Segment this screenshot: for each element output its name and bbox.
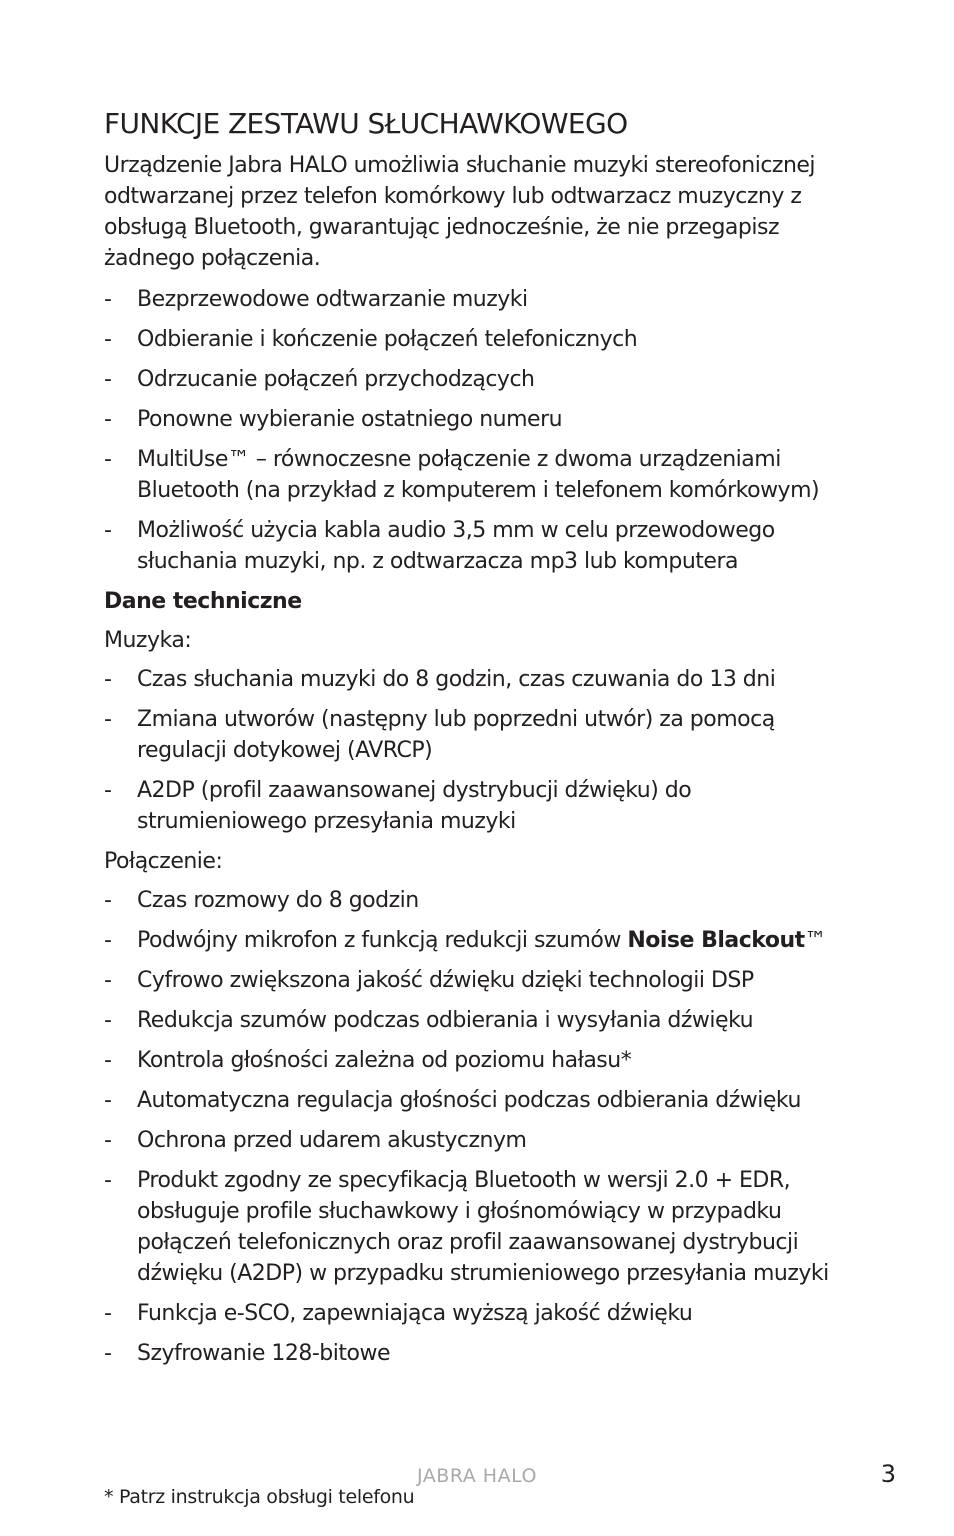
list-item (104, 664, 864, 695)
trademark-symbol: ™ (804, 928, 827, 953)
bullet-dash: - (104, 707, 112, 732)
list-item-text: Cyfrowo zwiększona jakość dźwięku dzięki technologii DSP (137, 968, 754, 993)
list-item-text: Czas słuchania muzyki do 8 godzin, czas czuwania do 13 dni (137, 667, 776, 692)
list-item (104, 1085, 864, 1116)
list-item (104, 1165, 864, 1289)
bullet-dash: - (104, 1088, 112, 1113)
music-specs-list (104, 664, 864, 837)
list-item-text: Produkt zgodny ze specyfikacją Bluetooth w wersji 2.0 + EDR, obsługuje profile słuchawkowy i głośnomówiący w przypadku połączeń telefonicznych oraz profil zaawansowanej dystrybucji dźwięku (A2DP) w przypadku strumieniowego przesyłania muzyki (137, 1168, 829, 1286)
bullet-dash: - (104, 968, 112, 993)
bullet-dash: - (104, 778, 112, 803)
list-item-text: Bezprzewodowe odtwarzanie muzyki (137, 287, 528, 312)
bullet-dash: - (104, 1048, 112, 1073)
list-item-text: MultiUse™ – równoczesne połączenie z dwoma urządzeniami Bluetooth (na przykład z komputerem i telefonem komórkowym) (137, 447, 820, 503)
bullet-dash: - (104, 287, 112, 312)
bullet-dash: - (104, 327, 112, 352)
page-content (104, 106, 864, 1378)
features-list (104, 284, 864, 577)
list-item-text: Szyfrowanie 128-bitowe (137, 1341, 390, 1366)
list-item (104, 515, 864, 577)
footnote: * Patrz instrukcja obsługi telefonu (104, 1486, 415, 1508)
music-label: Muzyka: (104, 628, 192, 653)
list-item-text: Czas rozmowy do 8 godzin (137, 888, 419, 913)
list-item (104, 284, 864, 315)
list-item-text: Odbieranie i kończenie połączeń telefonicznych (137, 327, 638, 352)
bullet-dash: - (104, 518, 112, 543)
bullet-dash: - (104, 407, 112, 432)
bullet-dash: - (104, 1168, 112, 1193)
noise-blackout-brand: Noise Blackout (627, 928, 805, 953)
list-item-text: Odrzucanie połączeń przychodzących (137, 367, 535, 392)
bullet-dash: - (104, 447, 112, 472)
list-item-text: Funkcja e-SCO, zapewniająca wyższą jakość dźwięku (137, 1301, 693, 1326)
list-item (104, 324, 864, 355)
list-item-text: Ochrona przed udarem akustycznym (137, 1128, 527, 1153)
list-item (104, 1045, 864, 1076)
list-item-text: Możliwość użycia kabla audio 3,5 mm w celu przewodowego słuchania muzyki, np. z odtwarzacza mp3 lub komputera (137, 518, 775, 574)
list-item (104, 965, 864, 996)
bullet-dash: - (104, 1301, 112, 1326)
page-number: 3 (880, 1460, 896, 1488)
list-item (104, 704, 864, 766)
bullet-dash: - (104, 888, 112, 913)
list-item-text: Automatyczna regulacja głośności podczas odbierania dźwięku (137, 1088, 801, 1113)
list-item-text: Kontrola głośności zależna od poziomu hałasu* (137, 1048, 632, 1073)
list-item-text: Zmiana utworów (następny lub poprzedni utwór) za pomocą regulacji dotykowej (AVRCP) (137, 707, 775, 763)
list-item (104, 1338, 864, 1369)
section-heading: FUNKCJE ZESTAWU SŁUCHAWKOWEGO (104, 107, 628, 140)
list-item-text: Redukcja szumów podczas odbierania i wysyłania dźwięku (137, 1008, 754, 1033)
list-item (104, 1005, 864, 1036)
list-item-text: Ponowne wybieranie ostatniego numeru (137, 407, 563, 432)
bullet-dash: - (104, 1008, 112, 1033)
bullet-dash: - (104, 667, 112, 692)
list-item-text: A2DP (profil zaawansowanej dystrybucji dźwięku) do strumieniowego przesyłania muzyki (137, 778, 692, 834)
list-item (104, 925, 864, 956)
footer-brand: JABRA HALO (417, 1465, 537, 1487)
connection-specs-list (104, 885, 864, 1369)
list-item (104, 775, 864, 837)
bullet-dash: - (104, 367, 112, 392)
intro-paragraph: Urządzenie Jabra HALO umożliwia słuchanie muzyki stereofonicznej odtwarzanej przez telefon komórkowy lub odtwarzacz muzyczny z obsługą Bluetooth, gwarantując jednocześnie, że nie przegapisz żadnego połączenia. (104, 153, 816, 271)
list-item (104, 444, 864, 506)
bullet-dash: - (104, 1341, 112, 1366)
bullet-dash: - (104, 1128, 112, 1153)
connection-label: Połączenie: (104, 849, 223, 874)
list-item (104, 1298, 864, 1329)
list-item (104, 404, 864, 435)
tech-specs-heading: Dane techniczne (104, 589, 302, 614)
bullet-dash: - (104, 928, 112, 953)
list-item-text: Podwójny mikrofon z funkcją redukcji szumów (137, 928, 628, 953)
list-item (104, 1125, 864, 1156)
list-item (104, 885, 864, 916)
list-item (104, 364, 864, 395)
